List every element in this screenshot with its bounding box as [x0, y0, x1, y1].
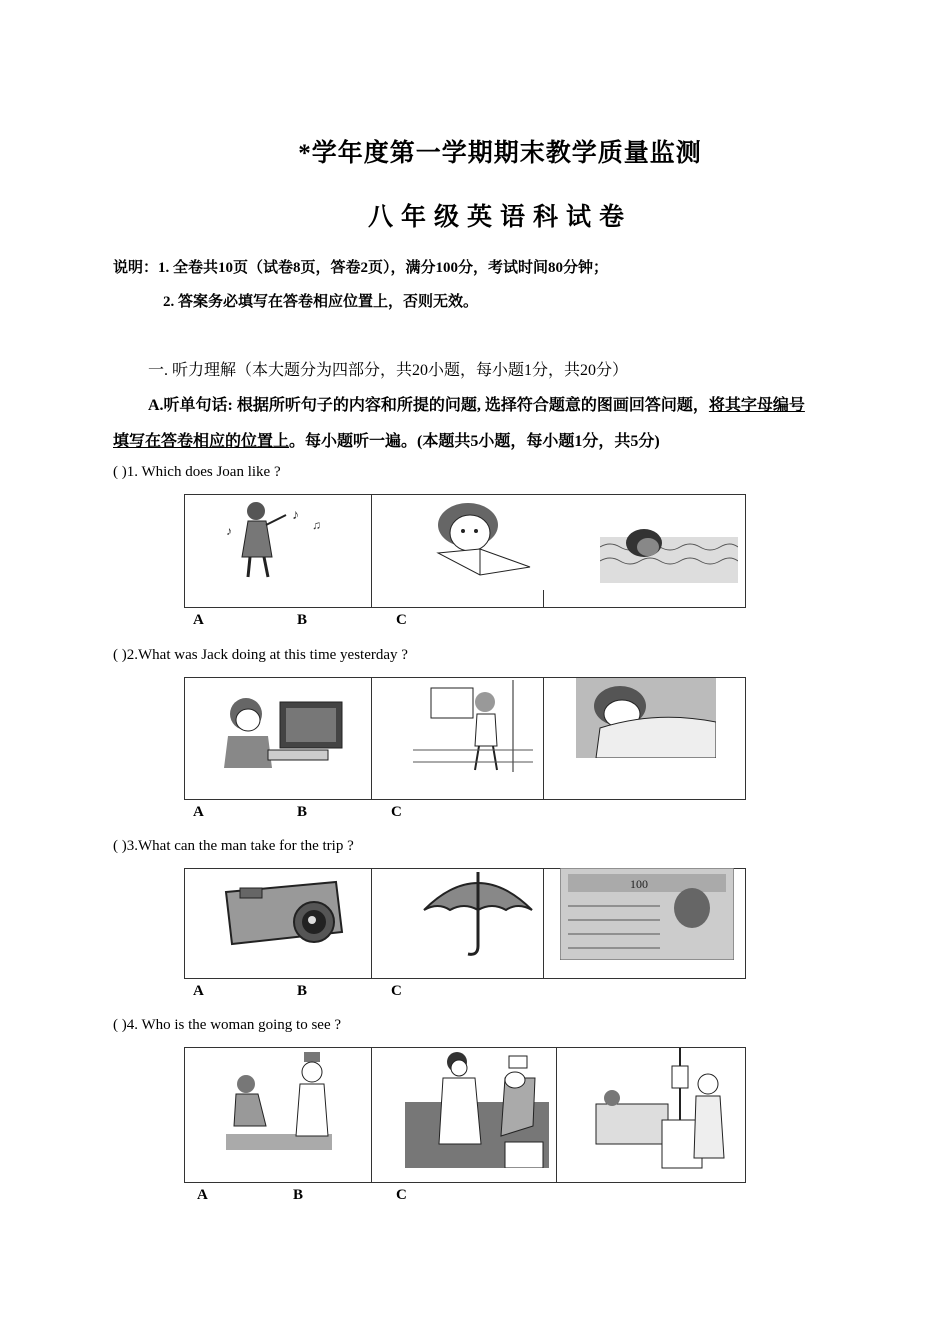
shower-boy-icon — [413, 680, 533, 772]
answer-blank[interactable]: ( ) — [113, 838, 127, 854]
option-b-label: B — [297, 983, 308, 999]
svg-text:♫: ♫ — [312, 518, 321, 532]
part-a-lead: A.听单句话: 根据所听句子的内容和所提的问题, 选择符合题意的图画回答问题， — [148, 397, 709, 414]
question-text: 3.What can the man take for the trip ? — [126, 838, 354, 854]
svg-text:100: 100 — [630, 877, 648, 891]
answer-blank[interactable]: ( ) — [113, 464, 127, 480]
svg-text:♪: ♪ — [226, 524, 232, 538]
part-a-underline-1: 将其字母编号 — [708, 397, 805, 414]
option-c-label: C — [396, 612, 407, 628]
divider — [543, 677, 544, 800]
notes-line-1 — [113, 256, 608, 277]
swimming-girl-icon — [600, 525, 738, 585]
divider — [543, 590, 544, 608]
option-a-label: A — [193, 612, 204, 628]
question-4 — [113, 1017, 341, 1034]
part-a-underline-2: 填写在答卷相应的位置上 — [113, 433, 290, 450]
doctor-patient-icon — [226, 1050, 332, 1150]
option-a-label: A — [197, 1187, 208, 1203]
option-c-label: C — [396, 1187, 407, 1203]
option-c-label: C — [391, 804, 402, 820]
computer-boy-icon — [218, 680, 348, 768]
svg-text:♪: ♪ — [292, 508, 299, 523]
sleeping-boy-icon — [576, 678, 716, 758]
question-text: 1. Which does Joan like ? — [126, 464, 281, 480]
option-b-label: B — [293, 1187, 304, 1203]
dentist-icon — [405, 1050, 549, 1168]
divider — [371, 1047, 372, 1183]
answer-blank[interactable]: ( ) — [113, 1017, 127, 1033]
divider — [371, 494, 372, 608]
exam-subtitle: 八年级英语科试卷 — [367, 204, 632, 231]
singing-girl-icon — [220, 497, 338, 583]
question-text: 2.What was Jack doing at this time yesterday ? — [126, 647, 408, 663]
banknote-icon — [560, 868, 734, 960]
answer-blank[interactable]: ( ) — [113, 647, 127, 663]
option-a-label: A — [193, 983, 204, 999]
reading-girl-icon — [420, 497, 538, 579]
part-a-instruction-2 — [113, 428, 660, 451]
question-3 — [113, 838, 354, 855]
divider — [556, 1047, 557, 1183]
option-b-label: B — [297, 804, 308, 820]
option-c-label: C — [391, 983, 402, 999]
question-1 — [113, 464, 281, 481]
notes-line-2: 2. 答案务必填写在答卷相应位置上，否则无效。 — [163, 294, 479, 310]
divider — [371, 677, 372, 800]
notes-label: 说明： — [113, 260, 159, 276]
nurse-hospital-icon — [590, 1048, 732, 1172]
part-a-tail: 。每小题听一遍。(本题共5小题，每小题1分，共5分) — [289, 433, 660, 450]
part-a-instruction-1 — [148, 392, 805, 415]
divider — [543, 868, 544, 979]
option-a-label: A — [193, 804, 204, 820]
exam-title: *学年度第一学期期末教学质量监测 — [298, 140, 702, 167]
divider — [371, 868, 372, 979]
section-heading: 一. 听力理解（本大题分为四部分，共20小题，每小题1分，共20分） — [148, 362, 629, 379]
question-2 — [113, 647, 408, 664]
question-text: 4. Who is the woman going to see ? — [126, 1017, 342, 1033]
option-b-label: B — [297, 612, 308, 628]
notes-text-1: 1. 全卷共10页（试卷8页，答卷2页），满分100分，考试时间80分钟； — [158, 260, 609, 276]
camera-icon — [218, 878, 346, 948]
umbrella-icon — [420, 866, 536, 958]
